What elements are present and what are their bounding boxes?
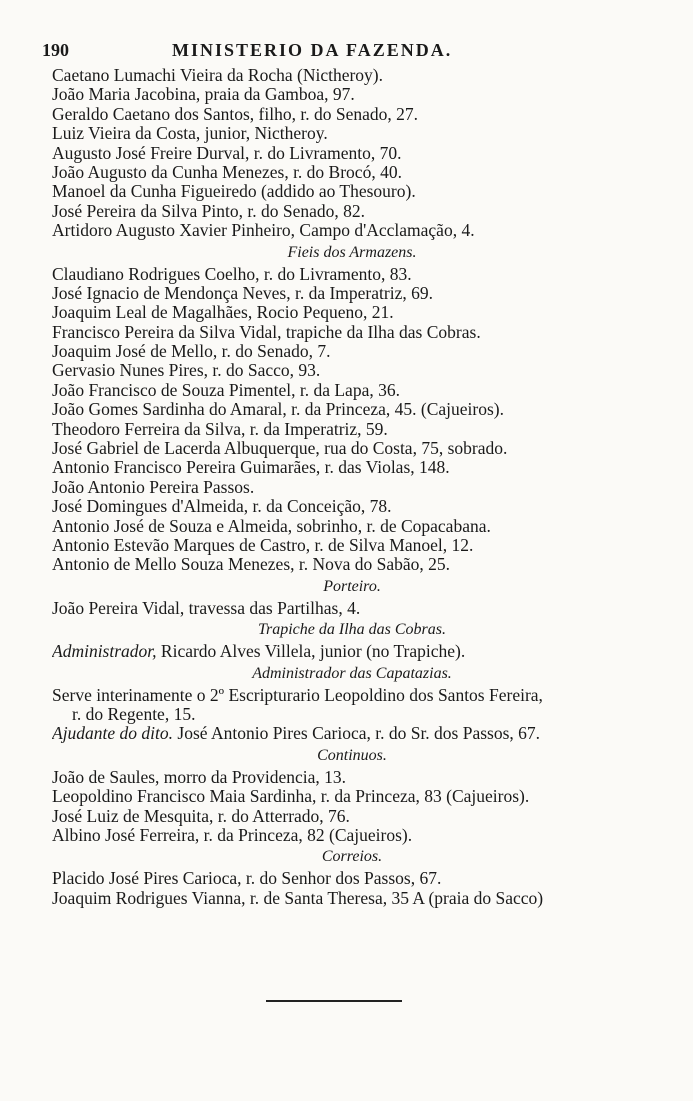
- list-item: Joaquim Rodrigues Vianna, r. de Santa Theresa, 35 A (praia do Sacco): [52, 888, 544, 908]
- list-item: Theodoro Ferreira da Silva, r. da Imperatriz, 59.: [52, 419, 388, 439]
- role-label: Ajudante do dito.: [52, 724, 174, 744]
- role-label: Administrador,: [52, 642, 157, 662]
- section-list-fieis: [52, 265, 652, 575]
- page-header: [42, 40, 652, 66]
- section-list-correios: [52, 869, 652, 908]
- list-item: Gervasio Nunes Pires, r. do Sacco, 93.: [52, 361, 321, 381]
- list-item: Joaquim José de Mello, r. do Senado, 7.: [52, 342, 331, 362]
- closing-rule: [266, 1000, 402, 1002]
- list-item: Claudiano Rodrigues Coelho, r. do Livramento, 83.: [52, 264, 412, 284]
- list-item: Manoel da Cunha Figueiredo (addido ao Thesouro).: [52, 182, 416, 202]
- running-title: MINISTERIO DA FAZENDA.: [172, 40, 453, 60]
- list-item: Antonio Estevão Marques de Castro, r. de Silva Manoel, 12.: [52, 535, 474, 555]
- list-item: José Pereira da Silva Pinto, r. do Senado, 82.: [52, 201, 366, 221]
- list-item: Augusto José Freire Durval, r. do Livramento, 70.: [52, 143, 402, 163]
- list-item: José Gabriel de Lacerda Albuquerque, rua do Costa, 75, sobrado.: [52, 439, 508, 459]
- list-item: Antonio José de Souza e Almeida, sobrinho, r. de Copacabana.: [52, 516, 491, 536]
- list-item: Luiz Vieira da Costa, junior, Nictheroy.: [52, 124, 328, 144]
- list-item: Antonio Francisco Pereira Guimarães, r. das Violas, 148.: [52, 458, 450, 478]
- list-item: [52, 642, 652, 661]
- section-heading-trapiche: Trapiche da Ilha das Cobras.: [257, 621, 446, 639]
- section-list-continuos: [52, 768, 652, 846]
- list-item: Leopoldino Francisco Maia Sardinha, r. da Princeza, 83 (Cajueiros).: [52, 787, 530, 807]
- page-body: [52, 66, 652, 908]
- list-item: João de Saules, morro da Providencia, 13.: [52, 767, 347, 787]
- list-item: Geraldo Caetano dos Santos, filho, r. do Senado, 27.: [52, 104, 418, 124]
- list-item: Albino José Ferreira, r. da Princeza, 82 (Cajueiros).: [52, 825, 413, 845]
- list-item: Antonio de Mello Souza Menezes, r. Nova do Sabão, 25.: [52, 555, 451, 575]
- list-item: Joaquim Leal de Magalhães, Rocio Pequeno, 21.: [52, 303, 394, 323]
- list-item: João Maria Jacobina, praia da Gamboa, 97.: [52, 85, 355, 105]
- list-item: Francisco Pereira da Silva Vidal, trapiche da Ilha das Cobras.: [52, 322, 481, 342]
- list-item: Caetano Lumachi Vieira da Rocha (Nictheroy).: [52, 66, 383, 85]
- list-item: José Domingues d'Almeida, r. da Conceição, 78.: [52, 497, 392, 517]
- section-heading-fieis: Fieis dos Armazens.: [287, 243, 417, 261]
- list-item: João Antonio Pereira Passos.: [52, 477, 255, 497]
- list-item: João Gomes Sardinha do Amaral, r. da Princeza, 45. (Cajueiros).: [52, 400, 504, 420]
- list-item: José Ignacio de Mendonça Neves, r. da Imperatriz, 69.: [52, 283, 433, 303]
- section-heading-capatazias: Administrador das Capatazias.: [252, 664, 452, 682]
- list-item: José Luiz de Mesquita, r. do Atterrado, 76.: [52, 806, 350, 826]
- section-heading-correios: Correios.: [321, 848, 383, 866]
- list-item: João Pereira Vidal, travessa das Partilhas, 4.: [52, 598, 361, 618]
- list-item: Artidoro Augusto Xavier Pinheiro, Campo d'Acclamação, 4.: [52, 221, 475, 241]
- role-holder: José Antonio Pires Carioca, r. do Sr. dos Passos, 67.: [173, 724, 541, 744]
- section-heading-porteiro: Porteiro.: [323, 577, 381, 595]
- list-item: Serve interinamente o 2º Escripturario Leopoldino dos Santos Fereira,: [52, 685, 543, 705]
- section-heading-continuos: Continuos.: [317, 746, 387, 764]
- list-item: João Augusto da Cunha Menezes, r. do Brocó, 40.: [52, 162, 402, 182]
- list-item: Placido José Pires Carioca, r. do Senhor dos Passos, 67.: [52, 869, 442, 889]
- list-item-continuation: r. do Regente, 15.: [72, 704, 196, 724]
- list-item: João Francisco de Souza Pimentel, r. da Lapa, 36.: [52, 380, 400, 400]
- role-holder: Ricardo Alves Villela, junior (no Trapiche).: [156, 642, 466, 662]
- list-item: [52, 724, 652, 743]
- section-list-1: [52, 66, 652, 241]
- page-number: 190: [42, 40, 69, 60]
